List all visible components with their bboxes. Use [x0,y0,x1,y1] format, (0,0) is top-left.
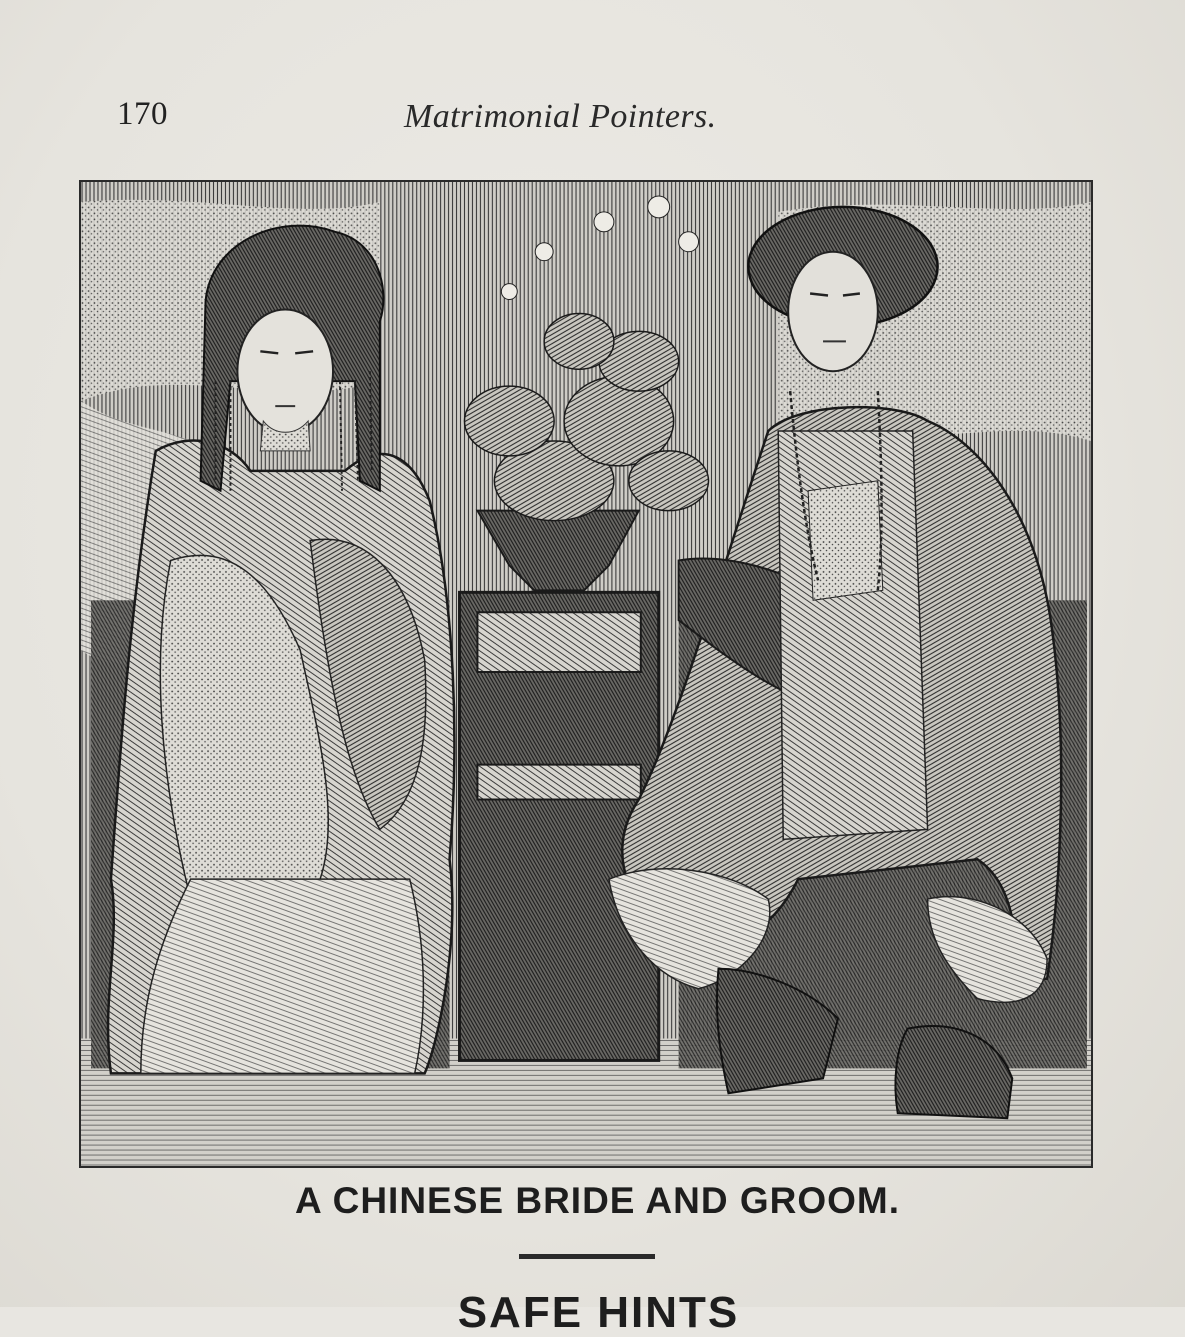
section-divider [519,1254,655,1259]
figure-caption: A CHINESE BRIDE AND GROOM. [294,1180,900,1221]
next-section-heading: SAFE HINTS [457,1288,740,1337]
engraving-svg [81,182,1091,1166]
running-title: Matrimonial Pointers. [404,98,717,135]
engraving-illustration [79,180,1093,1168]
page-number: 170 [117,96,168,132]
